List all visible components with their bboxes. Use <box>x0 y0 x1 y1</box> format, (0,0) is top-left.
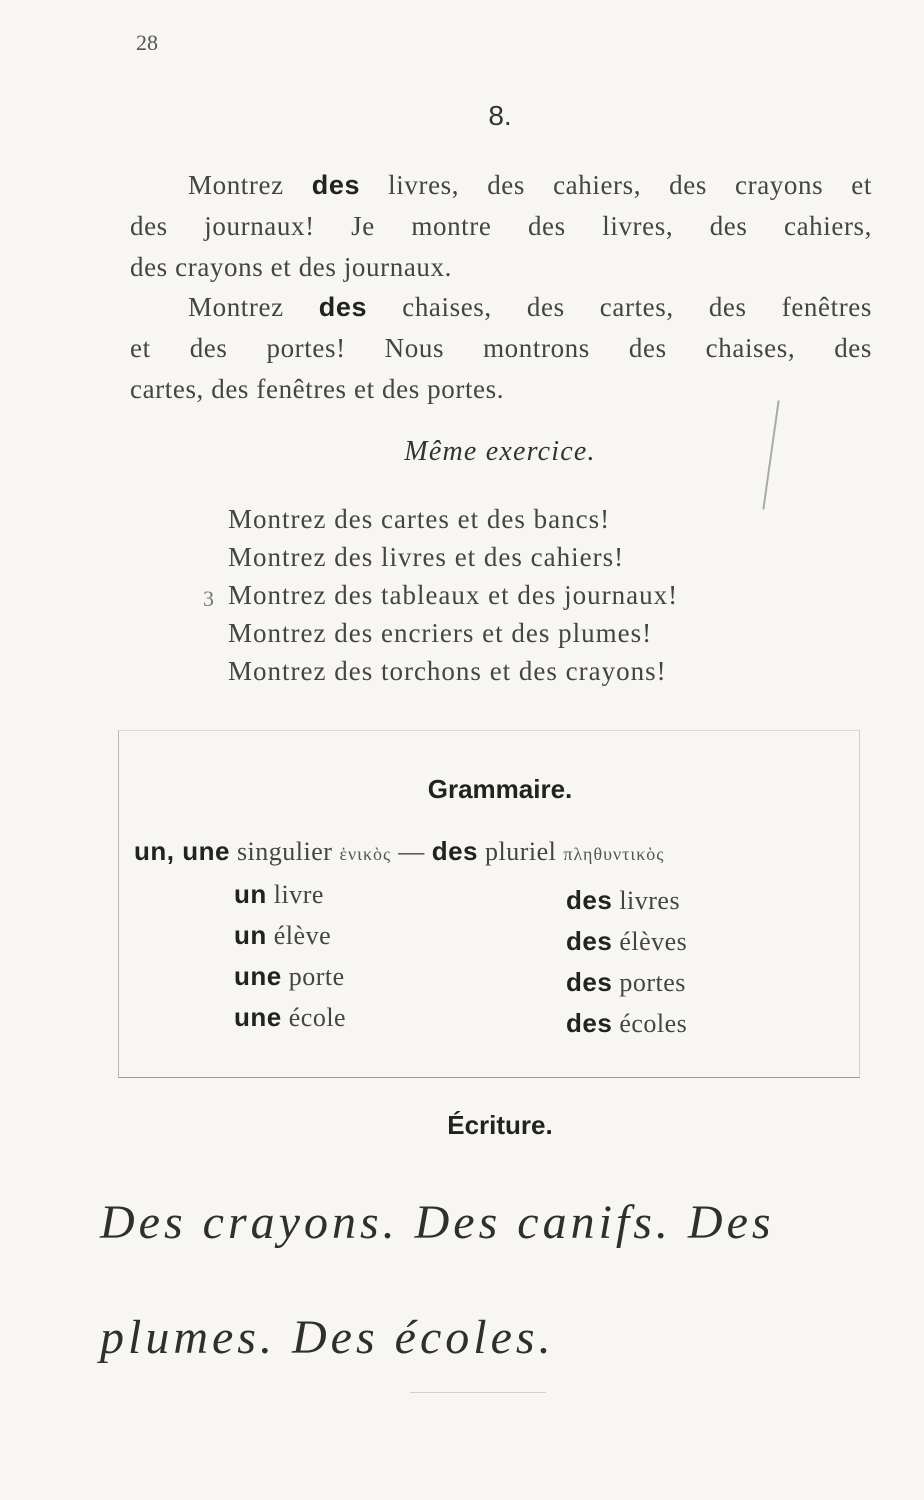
plural-example: des livres <box>566 885 681 915</box>
paragraph-1-line-2: des journaux! Je montre des livres, des cahiers, <box>130 211 872 241</box>
grammar-title: Grammaire. <box>427 774 573 804</box>
exercise-lines <box>228 500 678 690</box>
singular-example: un élève <box>234 920 332 950</box>
plural-example: des portes <box>566 967 686 997</box>
exercise-line: Montrez des tableaux et des journaux! <box>228 580 679 610</box>
paragraph-2-line-1: Montrez des chaises, des cartes, des fenêtres <box>188 292 872 322</box>
exercise-line: Montrez des encriers et des plumes! <box>228 618 653 648</box>
exercise-title: Même exercice. <box>404 436 596 467</box>
paragraph-1-line-3: des crayons et des journaux. <box>130 252 452 282</box>
singular-example: une porte <box>234 961 345 991</box>
bold-article: des <box>318 292 368 322</box>
page-number: 28 <box>136 30 158 55</box>
plural-label: pluriel <box>478 837 564 866</box>
singular-greek: ἑνικὸς <box>339 844 392 864</box>
paragraph-2-line-3: cartes, des fenêtres et des portes. <box>130 374 505 404</box>
exercise-line: Montrez des cartes et des bancs! <box>228 504 611 534</box>
paragraph-2 <box>130 287 872 410</box>
plural-greek: πληθυντικὸς <box>563 844 665 864</box>
bold-article: des <box>311 170 361 200</box>
paragraph-1 <box>130 165 872 288</box>
plural-examples <box>566 880 687 1044</box>
singular-example: un livre <box>234 879 324 909</box>
singular-example: une école <box>234 1002 347 1032</box>
lesson-number: 8. <box>488 100 512 131</box>
singular-label: singulier <box>229 837 340 866</box>
singular-articles: un, une <box>134 836 230 866</box>
singular-examples <box>234 874 346 1038</box>
margin-mark: 3 <box>203 586 214 611</box>
plural-example: des écoles <box>566 1008 688 1038</box>
handwriting-line-1: Des crayons. Des canifs. Des <box>100 1196 775 1249</box>
writing-title: Écriture. <box>447 1110 553 1140</box>
paragraph-2-line-2: et des portes! Nous montrons des chaises, des <box>130 333 872 363</box>
exercise-line: Montrez des torchons et des crayons! <box>228 656 667 686</box>
paragraph-1-line-1: Montrez des livres, des cahiers, des crayons et <box>188 170 872 200</box>
handwriting-line-2: plumes. Des écoles. <box>100 1311 555 1364</box>
end-rule <box>410 1392 546 1393</box>
plural-example: des élèves <box>566 926 688 956</box>
exercise-line: Montrez des livres et des cahiers! <box>228 542 625 572</box>
grammar-rule-line <box>134 836 664 867</box>
rule-dash: — <box>391 837 432 866</box>
plural-article: des <box>431 836 478 866</box>
